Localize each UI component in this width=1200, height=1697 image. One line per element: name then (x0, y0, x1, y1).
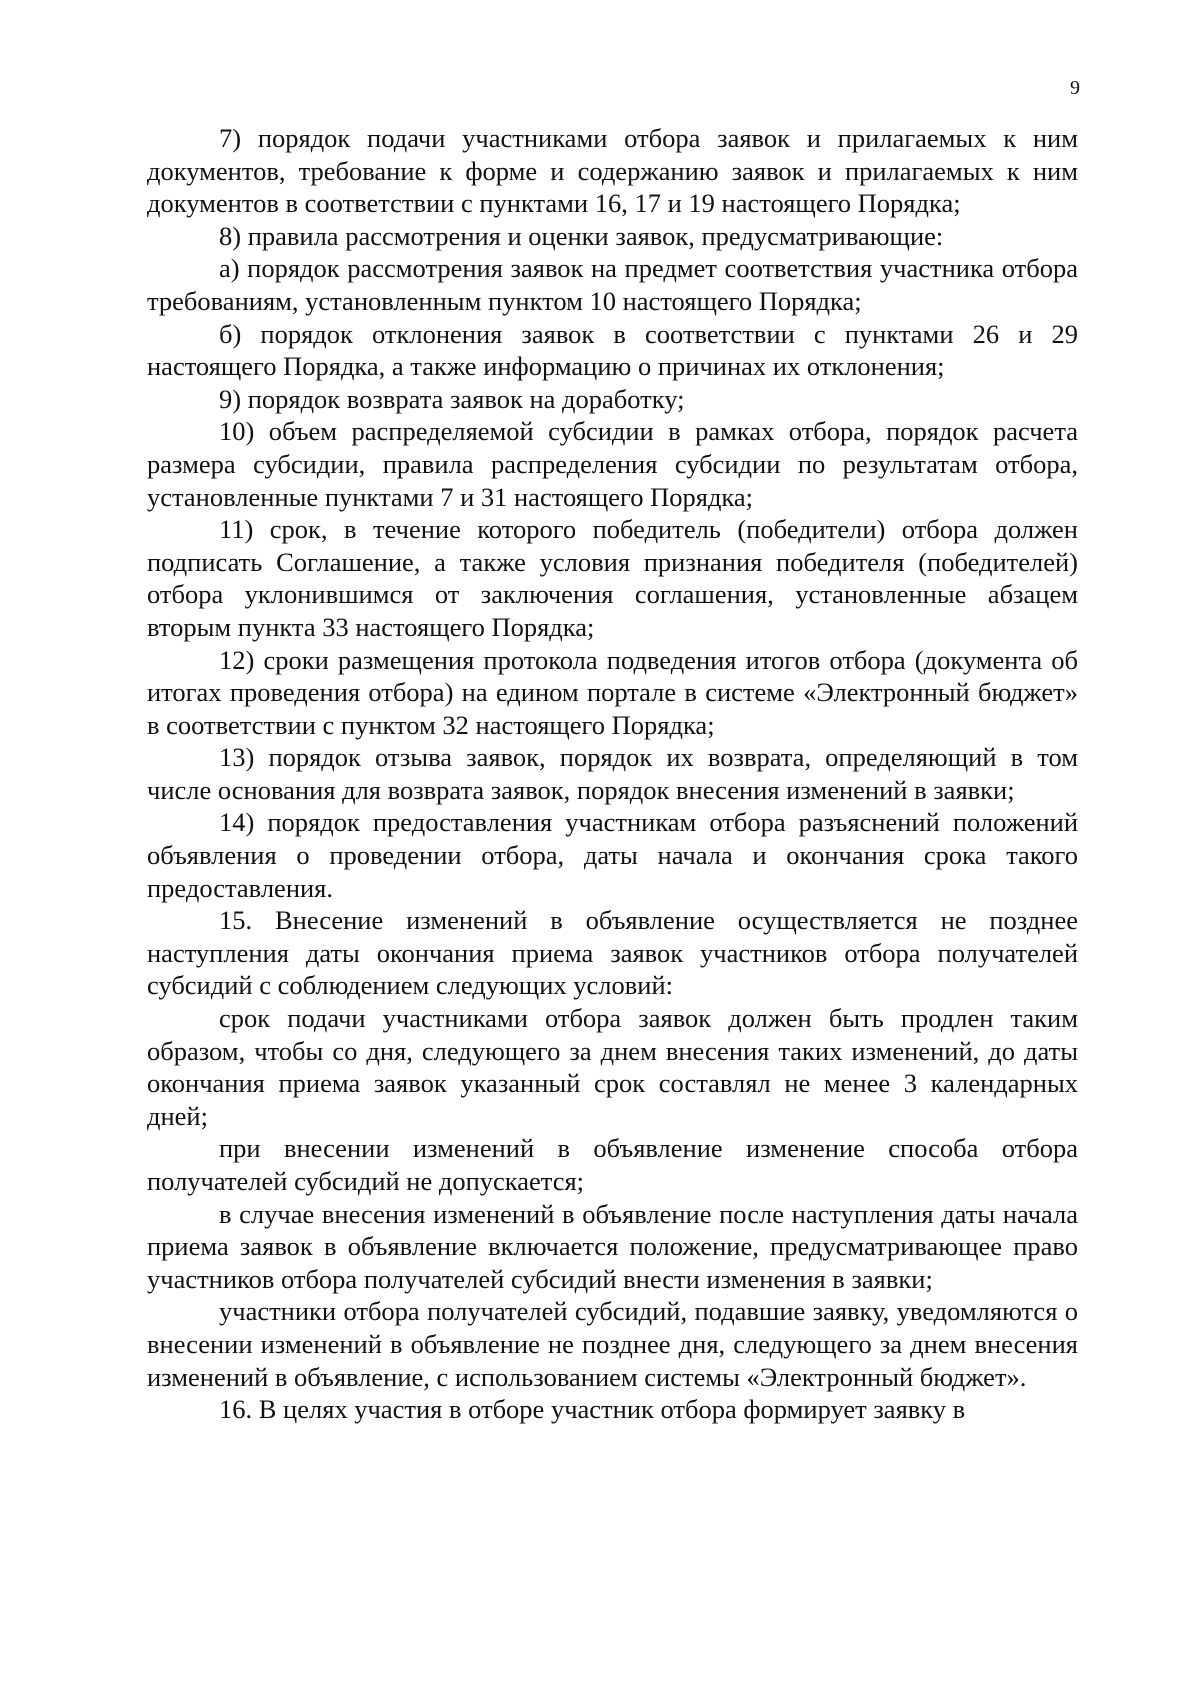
paragraph-condition-2: при внесении изменений в объявление изменение способа отбора получателей субсидий не допускается; (147, 1133, 1078, 1196)
document-body (147, 122, 1078, 1426)
paragraph-point-16: 16. В целях участия в отборе участник отбора формирует заявку в (219, 1394, 966, 1425)
paragraph-item-14: 14) порядок предоставления участникам отбора разъяснений положений объявления о проведении отбора, даты начала и окончания срока такого предоставления. (147, 807, 1078, 903)
paragraph-point-15: 15. Внесение изменений в объявление осуществляется не позднее наступления даты окончания приема заявок участников отбора получателей субсидий с соблюдением следующих условий: (147, 905, 1078, 1001)
paragraph-condition-3: в случае внесения изменений в объявление после наступления даты начала приема заявок в объявление включается положение, предусматривающее право участников отбора получателей субсидий внести изменения в заявки; (147, 1198, 1078, 1294)
paragraph-item-7: 7) порядок подачи участниками отбора заявок и прилагаемых к ним документов, требование к форме и содержанию заявок и прилагаемых к ним документов в соответствии с пунктами 16, 17 и 19 настоящего Порядка; (147, 123, 1078, 219)
paragraph-condition-4: участники отбора получателей субсидий, подавшие заявку, уведомляются о внесении изменений в объявление не позднее дня, следующего за днем внесения изменений в объявление, с использованием системы «Электронный бюджет». (147, 1296, 1078, 1392)
paragraph-item-8: 8) правила рассмотрения и оценки заявок, предусматривающие: (219, 220, 944, 251)
page-number: 9 (1070, 77, 1080, 99)
paragraph-item-9: 9) порядок возврата заявок на доработку; (219, 383, 685, 414)
paragraph-item-11: 11) срок, в течение которого победитель (победители) отбора должен подписать Соглашение, а также условия признания победителя (победителей) отбора уклонившимся от заключения соглашения, установленные абзацем вторым пункта 33 настоящего Порядка; (147, 514, 1078, 642)
paragraph-item-13: 13) порядок отзыва заявок, порядок их возврата, определяющий в том числе основания для возврата заявок, порядок внесения изменений в заявки; (147, 742, 1078, 805)
paragraph-subitem-b: б) порядок отклонения заявок в соответствии с пунктами 26 и 29 настоящего Порядка, а также информацию о причинах их отклонения; (147, 318, 1078, 382)
paragraph-item-10: 10) объем распределяемой субсидии в рамках отбора, порядок расчета размера субсидии, правила распределения субсидии по результатам отбора, установленные пунктами 7 и 31 настоящего Порядка; (147, 416, 1078, 512)
paragraph-subitem-a: а) порядок рассмотрения заявок на предмет соответствия участника отбора требованиям, установленным пунктом 10 настоящего Порядка; (147, 253, 1078, 316)
paragraph-condition-1: срок подачи участниками отбора заявок должен быть продлен таким образом, чтобы со дня, следующего за днем внесения таких изменений, до даты окончания приема заявок указанный срок составлял не менее 3 календарных дней; (147, 1003, 1078, 1131)
paragraph-item-12: 12) сроки размещения протокола подведения итогов отбора (документа об итогах проведения отбора) на едином портале в системе «Электронный бюджет» в соответствии с пунктом 32 настоящего Порядка; (147, 644, 1078, 740)
